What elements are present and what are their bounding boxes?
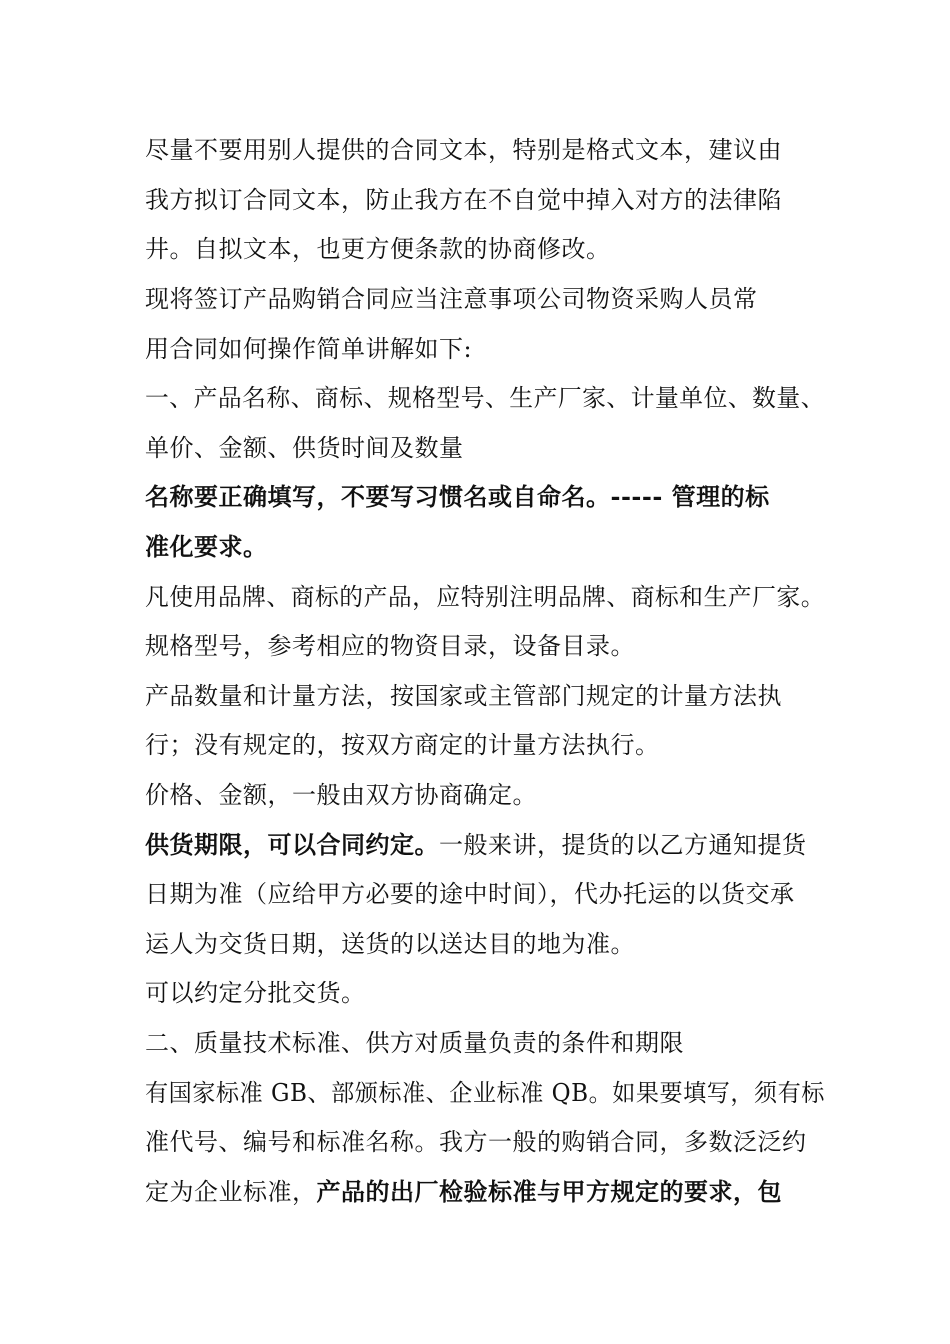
text-segment: 行；没有规定的，按双方商定的计量方法执行。 [145,731,660,759]
heading-line [145,433,825,463]
text-line [145,185,825,215]
text-line [145,1177,825,1207]
bold-segment: 产品的出厂检验标准与甲方规定的要求，包 [316,1177,782,1206]
text-line [145,582,825,612]
text-line [145,879,825,909]
text-line [145,135,825,165]
heading-line [145,1028,825,1058]
text-line [145,929,825,959]
text-segment: 凡使用品牌、商标的产品，应特别注明品牌、商标和生产厂家。 [145,583,825,611]
text-segment: 准化要求。 [145,532,268,561]
text-line [145,730,825,760]
text-segment: 一、产品名称、商标、规格型号、生产厂家、计量单位、数量、 [145,384,825,412]
text-segment: 井。自拟文本，也更方便条款的协商修改。 [145,235,611,263]
text-segment: 我方拟订合同文本，防止我方在不自觉中掉入对方的法律陷 [145,186,782,214]
text-segment: 有国家标准 GB、部颁标准、企业标准 QB。如果要填写，须有标 [145,1079,825,1107]
text-segment: 尽量不要用别人提供的合同文本，特别是格式文本，建议由 [145,136,782,164]
text-line [145,780,825,810]
text-segment: 运人为交货日期，送货的以送达目的地为准。 [145,930,635,958]
text-line [145,1078,825,1108]
text-segment: 一般来讲，提货的以乙方通知提货 [439,831,807,859]
text-segment: 价格、金额，一般由双方协商确定。 [145,781,537,809]
text-segment: 用合同如何操作简单讲解如下: [145,335,473,363]
text-segment: 规格型号，参考相应的物资目录，设备目录。 [145,632,635,660]
text-segment: 现将签订产品购销合同应当注意事项公司物资采购人员常 [145,285,758,313]
heading-line [145,383,825,413]
text-segment: 二、质量技术标准、供方对质量负责的条件和期限 [145,1029,684,1057]
text-line [145,830,825,860]
bold-line [145,482,825,512]
text-segment: 单价、金额、供货时间及数量 [145,434,464,462]
text-line [145,631,825,661]
text-line [145,681,825,711]
text-line [145,334,825,364]
text-segment: 准代号、编号和标准名称。我方一般的购销合同，多数泛泛约 [145,1128,807,1156]
text-line [145,234,825,264]
bold-segment: 供货期限，可以合同约定。 [145,830,439,859]
text-segment: 定为企业标准， [145,1178,317,1206]
text-segment: 产品数量和计量方法，按国家或主管部门规定的计量方法执 [145,682,782,710]
text-segment: 可以约定分批交货。 [145,979,366,1007]
bold-line [145,532,825,562]
text-line [145,978,825,1008]
text-line [145,284,825,314]
text-segment: 名称要正确填写，不要写习惯名或自命名。----- 管理的标 [145,482,770,511]
text-line [145,1127,825,1157]
text-segment: 日期为准（应给甲方必要的途中时间），代办托运的以货交承 [145,880,795,908]
